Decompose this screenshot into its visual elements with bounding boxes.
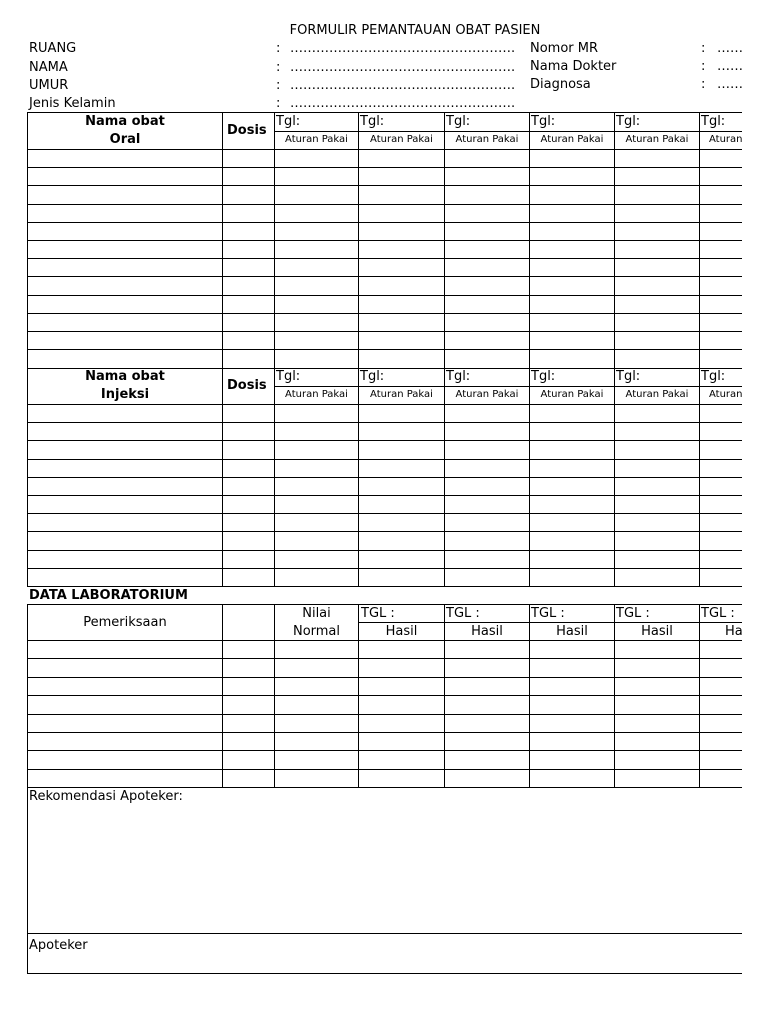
grid-line bbox=[222, 604, 223, 788]
grid-line bbox=[27, 185, 742, 186]
grid-line bbox=[529, 368, 530, 587]
injection-name-header-line2: Injeksi bbox=[100, 387, 150, 402]
lab-hasil-header: Hasil bbox=[556, 624, 588, 639]
lab-date-header: TGL : bbox=[446, 606, 480, 621]
grid-line bbox=[27, 404, 742, 405]
lab-nilai-normal-header: Nilai bbox=[302, 606, 331, 621]
lab-date-header: TGL : bbox=[531, 606, 565, 621]
field-colon: : bbox=[276, 78, 281, 93]
injection-date-header: Tgl: bbox=[276, 369, 301, 384]
field-label-nama: NAMA bbox=[29, 60, 68, 75]
grid-line bbox=[222, 368, 223, 587]
grid-line bbox=[27, 604, 28, 788]
field-colon: : bbox=[701, 59, 706, 74]
grid-line bbox=[27, 313, 742, 314]
oral-aturan-pakai: Aturan Pakai bbox=[370, 134, 433, 145]
grid-line bbox=[27, 422, 742, 423]
oral-date-header: Tgl: bbox=[276, 114, 301, 129]
grid-line bbox=[27, 714, 742, 715]
lab-hasil-header: Hasil bbox=[385, 624, 418, 639]
grid-line bbox=[614, 604, 615, 788]
grid-line bbox=[274, 386, 742, 387]
grid-line bbox=[27, 513, 742, 514]
field-value-nama[interactable]: ……………………………………………. bbox=[290, 60, 516, 75]
oral-name-header: Nama obat bbox=[85, 114, 165, 129]
lab-date-header: TGL : bbox=[361, 606, 395, 621]
field-value-nomor-mr[interactable]: …… bbox=[717, 41, 743, 56]
grid-line bbox=[27, 495, 742, 496]
grid-line bbox=[27, 769, 742, 770]
grid-line bbox=[27, 640, 742, 641]
field-colon: : bbox=[276, 41, 281, 56]
oral-aturan-pakai: Aturan Pakai bbox=[455, 134, 519, 145]
grid-line bbox=[699, 112, 700, 368]
grid-line bbox=[529, 604, 530, 788]
lab-date-header: TGL : bbox=[616, 606, 650, 621]
field-label-nama-dokter: Nama Dokter bbox=[530, 59, 617, 74]
grid-line bbox=[27, 933, 742, 934]
grid-line bbox=[27, 477, 742, 478]
injection-date-header: Tgl: bbox=[531, 369, 556, 384]
grid-line bbox=[274, 604, 275, 788]
oral-date-header: Tgl: bbox=[446, 114, 471, 129]
grid-line bbox=[699, 604, 700, 788]
grid-line bbox=[27, 788, 28, 974]
grid-line bbox=[27, 550, 742, 551]
oral-aturan-pakai: Aturan Pakai bbox=[285, 134, 348, 145]
lab-hasil-header: Ha bbox=[725, 624, 743, 639]
grid-line bbox=[274, 112, 275, 368]
apoteker-label: Apoteker bbox=[29, 938, 88, 953]
grid-line bbox=[358, 604, 359, 788]
grid-line bbox=[27, 568, 742, 569]
oral-aturan-pakai: Aturan Pakai bbox=[540, 134, 604, 145]
grid-line bbox=[27, 331, 742, 332]
injection-date-header: Tgl: bbox=[616, 369, 641, 384]
grid-line bbox=[27, 732, 742, 733]
lab-section-title: DATA LABORATORIUM bbox=[29, 588, 188, 603]
apoteker-signature-area[interactable] bbox=[100, 936, 740, 972]
field-value-umur[interactable]: ……………………………………………. bbox=[290, 78, 516, 93]
oral-aturan-pakai: Aturan bbox=[709, 134, 743, 145]
field-label-ruang: RUANG bbox=[29, 41, 77, 56]
grid-line bbox=[27, 112, 28, 368]
lab-hasil-header: Hasil bbox=[471, 624, 503, 639]
field-label-jenis-kelamin: Jenis Kelamin bbox=[29, 96, 116, 111]
grid-line bbox=[27, 695, 742, 696]
grid-line bbox=[27, 368, 742, 369]
field-value-ruang[interactable]: ……………………………………………. bbox=[290, 41, 516, 56]
injection-aturan-pakai: Aturan Pakai bbox=[285, 389, 348, 400]
field-colon: : bbox=[701, 41, 706, 56]
field-colon: : bbox=[276, 60, 281, 75]
field-label-diagnosa: Diagnosa bbox=[530, 77, 591, 92]
rekomendasi-input-area[interactable] bbox=[29, 808, 741, 932]
grid-line bbox=[358, 622, 742, 623]
grid-line bbox=[358, 368, 359, 587]
oral-date-header: Tgl: bbox=[701, 114, 726, 129]
grid-line bbox=[614, 368, 615, 587]
grid-line bbox=[27, 368, 28, 587]
grid-line bbox=[444, 604, 445, 788]
grid-line bbox=[274, 131, 742, 132]
grid-line bbox=[358, 112, 359, 368]
injection-aturan-pakai: Aturan Pakai bbox=[625, 389, 689, 400]
injection-aturan-pakai: Aturan Pakai bbox=[540, 389, 604, 400]
grid-line bbox=[27, 586, 742, 587]
injection-date-header: Tgl: bbox=[446, 369, 471, 384]
injection-name-header: Nama obat bbox=[85, 369, 165, 384]
field-label-umur: UMUR bbox=[29, 78, 69, 93]
grid-line bbox=[27, 349, 742, 350]
grid-line bbox=[27, 604, 742, 605]
grid-line bbox=[27, 222, 742, 223]
grid-line bbox=[529, 112, 530, 368]
lab-pemeriksaan-header: Pemeriksaan bbox=[83, 615, 167, 630]
grid-line bbox=[222, 112, 223, 368]
grid-line bbox=[614, 112, 615, 368]
form-title: FORMULIR PEMANTAUAN OBAT PASIEN bbox=[289, 23, 541, 38]
injection-aturan-pakai: Aturan bbox=[709, 389, 743, 400]
grid-line bbox=[27, 276, 742, 277]
grid-line bbox=[27, 258, 742, 259]
grid-line bbox=[27, 658, 742, 659]
grid-line bbox=[274, 368, 275, 587]
oral-aturan-pakai: Aturan Pakai bbox=[625, 134, 689, 145]
grid-line bbox=[27, 440, 742, 441]
field-label-nomor-mr: Nomor MR bbox=[530, 41, 599, 56]
grid-line bbox=[699, 368, 700, 587]
lab-hasil-header: Hasil bbox=[641, 624, 673, 639]
grid-line bbox=[444, 112, 445, 368]
grid-line bbox=[27, 677, 742, 678]
grid-line bbox=[444, 368, 445, 587]
field-value-diagnosa[interactable]: …… bbox=[717, 77, 743, 92]
field-value-jenis-kelamin[interactable]: ……………………………………………. bbox=[290, 96, 516, 111]
field-colon: : bbox=[701, 77, 706, 92]
oral-dosis-header: Dosis bbox=[227, 123, 267, 138]
oral-name-header-line2: Oral bbox=[109, 132, 141, 147]
grid-line bbox=[27, 295, 742, 296]
grid-line bbox=[27, 167, 742, 168]
grid-line bbox=[27, 149, 742, 150]
oral-date-header: Tgl: bbox=[360, 114, 385, 129]
grid-line bbox=[27, 787, 742, 788]
grid-line bbox=[27, 204, 742, 205]
injection-dosis-header: Dosis bbox=[227, 378, 267, 393]
grid-line bbox=[27, 531, 742, 532]
injection-aturan-pakai: Aturan Pakai bbox=[455, 389, 519, 400]
oral-date-header: Tgl: bbox=[531, 114, 556, 129]
lab-date-header: TGL : bbox=[701, 606, 735, 621]
grid-line bbox=[27, 973, 742, 974]
injection-date-header: Tgl: bbox=[360, 369, 385, 384]
injection-aturan-pakai: Aturan Pakai bbox=[370, 389, 433, 400]
lab-nilai-normal-header-line2: Normal bbox=[292, 624, 341, 639]
field-colon: : bbox=[276, 96, 281, 111]
grid-line bbox=[27, 750, 742, 751]
grid-line bbox=[27, 112, 742, 113]
grid-line bbox=[27, 240, 742, 241]
injection-date-header: Tgl: bbox=[701, 369, 726, 384]
grid-line bbox=[27, 459, 742, 460]
oral-date-header: Tgl: bbox=[616, 114, 641, 129]
field-value-nama-dokter[interactable]: …… bbox=[717, 59, 743, 74]
rekomendasi-label: Rekomendasi Apoteker: bbox=[29, 789, 183, 804]
